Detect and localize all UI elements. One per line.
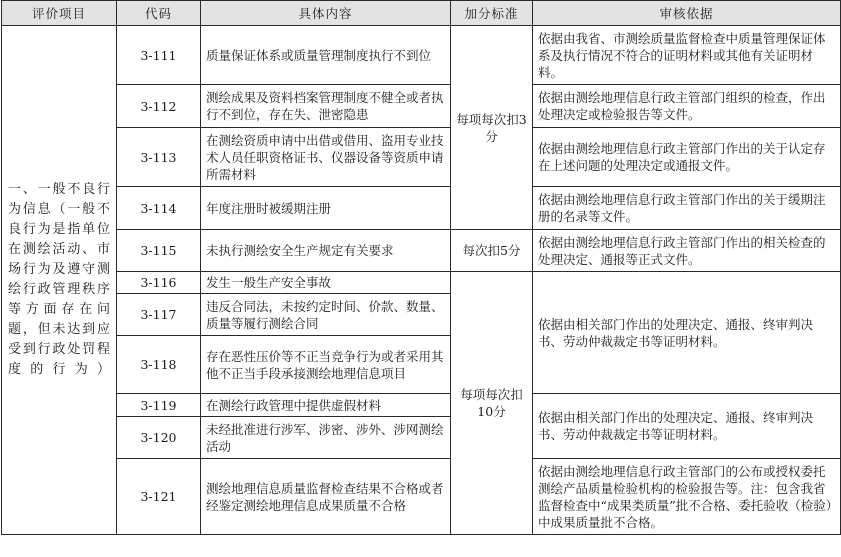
content-cell: 违反合同法，未按约定时间、价款、数量、质量等履行测绘合同 [201, 294, 451, 336]
content-cell: 质量保证体系或质量管理制度执行不到位 [201, 26, 451, 85]
header-score: 加分标准 [451, 1, 533, 26]
content-cell: 发生一般生产安全事故 [201, 272, 451, 294]
table-row [2, 26, 841, 85]
table-row [2, 272, 841, 294]
table-row [2, 394, 841, 417]
table-row [2, 459, 841, 535]
content-cell: 在测绘行政管理中提供虚假材料 [201, 394, 451, 417]
basis-cell: 依据由测绘地理信息行政主管部门作出的关于认定存在上述问题的处理决定或通报文件。 [533, 128, 841, 187]
score-cell: 每项每次扣3分 [451, 26, 533, 230]
table-row [2, 128, 841, 187]
table-row [2, 230, 841, 272]
basis-cell: 依据由测绘地理信息行政主管部门作出的关于缓期注册的名录等文件。 [533, 187, 841, 230]
code-cell: 3-117 [117, 294, 201, 336]
content-cell: 未执行测绘安全生产规定有关要求 [201, 230, 451, 272]
header-basis: 审核依据 [533, 1, 841, 26]
basis-cell: 依据由相关部门作出的处理决定、通报、终审判决书、劳动仲裁裁定书等证明材料。 [533, 272, 841, 394]
score-cell: 每次扣5分 [451, 230, 533, 272]
code-cell: 3-116 [117, 272, 201, 294]
header-content: 具体内容 [201, 1, 451, 26]
score-cell: 每项每次扣10分 [451, 272, 533, 535]
code-cell: 3-114 [117, 187, 201, 230]
header-code: 代码 [117, 1, 201, 26]
evaluation-table [1, 0, 841, 535]
content-cell: 测绘成果及资料档案管理制度不健全或者执行不到位，存在失、泄密隐患 [201, 85, 451, 128]
basis-cell: 依据由测绘地理信息行政主管部门的公布或授权委托测绘产品质量检验机构的检验报告等。注：包含我省监督检查中“成果类质量”批不合格、委托验收（检验）中成果质量批不合格。 [533, 459, 841, 535]
code-cell: 3-118 [117, 336, 201, 394]
basis-cell: 依据由相关部门作出的处理决定、通报、终审判决书、劳动仲裁裁定书等证明材料。 [533, 394, 841, 459]
content-cell: 存在恶性压价等不正当竞争行为或者采用其他不正当手段承接测绘地理信息项目 [201, 336, 451, 394]
basis-cell: 依据由我省、市测绘质量监督检查中质量管理保证体系及执行情况不符合的证明材料或其他有关证明材料。 [533, 26, 841, 85]
content-cell: 在测绘资质申请中出借或借用、盗用专业技术人员任职资格证书、仪器设备等资质申请所需材料 [201, 128, 451, 187]
category-cell: 一、一般不良行为信息（一般不良行为是指单位在测绘活动、市场行为及遵守测绘行政管理秩序等方面存在问题，但未达到应受到行政处罚程度的行为） [2, 26, 117, 535]
header-row [2, 1, 841, 26]
code-cell: 3-113 [117, 128, 201, 187]
content-cell: 未经批准进行涉军、涉密、涉外、涉网测绘活动 [201, 417, 451, 459]
code-cell: 3-112 [117, 85, 201, 128]
code-cell: 3-120 [117, 417, 201, 459]
content-cell: 年度注册时被缓期注册 [201, 187, 451, 230]
code-cell: 3-115 [117, 230, 201, 272]
code-cell: 3-119 [117, 394, 201, 417]
code-cell: 3-121 [117, 459, 201, 535]
table-row [2, 85, 841, 128]
basis-cell: 依据由测绘地理信息行政主管部门组织的检查，作出处理决定或检验报告等文件。 [533, 85, 841, 128]
code-cell: 3-111 [117, 26, 201, 85]
table-row [2, 187, 841, 230]
content-cell: 测绘地理信息质量监督检查结果不合格或者经鉴定测绘地理信息成果质量不合格 [201, 459, 451, 535]
basis-cell: 依据由测绘地理信息行政主管部门作出的相关检查的处理决定、通报等正式文件。 [533, 230, 841, 272]
header-category: 评价项目 [2, 1, 117, 26]
